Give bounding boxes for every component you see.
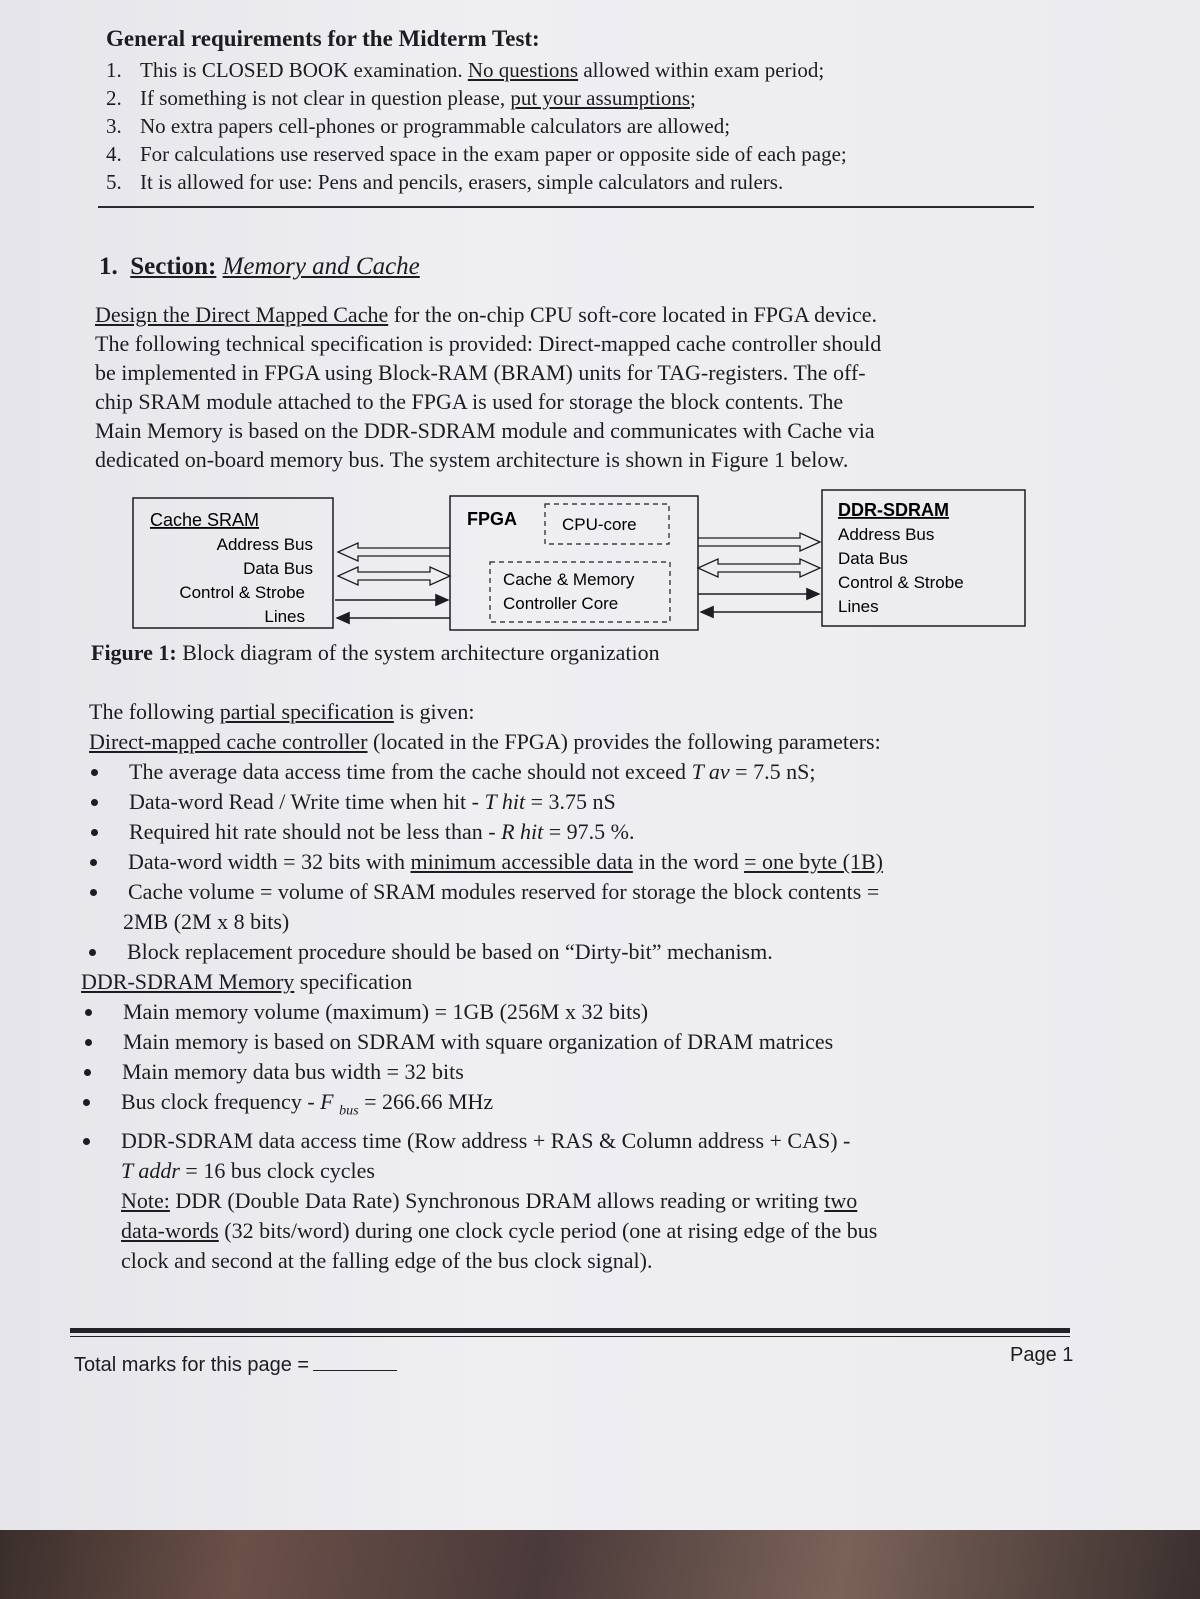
ddr-lines: Lines <box>838 597 879 616</box>
ddr-control: Control & Strobe <box>838 573 964 592</box>
spec-bullet: Block replacement procedure should be based on “Dirty-bit” mechanism. <box>89 937 883 967</box>
ddr-title: DDR-SDRAM <box>838 500 949 520</box>
requirement-item: 1. This is CLOSED BOOK examination. No questions allowed within exam period; <box>106 58 825 82</box>
cache-sram-title: Cache SRAM <box>150 510 260 530</box>
intro-paragraph: Design the Direct Mapped Cache for the on-chip CPU soft-core located in FPGA device. The following technical specification is provided: Direct-mapped cache controller should be implemented in FPGA using Block-RAM (BRAM) units for TAG-registers. The off- chip SRAM module attached to the FPGA is used for storage the block contents. The Main Memory is based on the DDR-SDRAM module and communicates with Cache via dedicated on-board memory bus. The system architecture is shown in Figure 1 below. <box>95 302 882 472</box>
cache-controller-label-1: Cache & Memory <box>503 570 635 589</box>
ddr-spec-heading: DDR-SDRAM Memory specification <box>81 969 413 994</box>
ddr-address-bus-arrow <box>698 533 820 551</box>
cache-spec-heading: Direct-mapped cache controller (located in the FPGA) provides the following parameters: <box>89 729 881 754</box>
ddr-note: Note: DDR (Double Data Rate) Synchronous DRAM allows reading or writing two <box>121 1188 858 1214</box>
specification <box>81 697 883 1276</box>
fpga-title: FPGA <box>467 509 518 529</box>
background-carpet <box>0 1530 1200 1599</box>
ddr-bullet: Main memory is based on SDRAM with square organization of DRAM matrices <box>85 1027 883 1057</box>
ddr-data-bus-arrow <box>698 559 820 577</box>
spec-bullet: Cache volume = volume of SRAM modules reserved for storage the block contents = <box>90 877 883 907</box>
requirements-title: General requirements for the Midterm Test: <box>106 26 540 51</box>
sram-data-bus-arrow <box>338 567 450 585</box>
sram-address-bus-arrow <box>338 543 450 561</box>
ddr-data-bus: Data Bus <box>838 549 908 568</box>
cpu-core-label: CPU-core <box>562 515 637 534</box>
spec-bullet: Required hit rate should not be less than - R hit = 97.5 %. <box>91 817 883 847</box>
requirement-item: 4. For calculations use reserved space in the exam paper or opposite side of each page; <box>106 142 847 166</box>
spec-bullet: Data-word width = 32 bits with minimum accessible data in the word = one byte (1B) <box>90 847 883 877</box>
cache-controller-label-2: Controller Core <box>503 594 619 613</box>
requirement-item: 2. If something is not clear in question please, put your assumptions; <box>106 86 696 110</box>
requirement-item: 5. It is allowed for use: Pens and pencils, erasers, simple calculators and rulers. <box>106 170 784 194</box>
cache-sram-address-bus: Address Bus <box>216 535 313 554</box>
cache-sram-lines: Lines <box>264 607 305 626</box>
ddr-bullet-continued: T addr = 16 bus clock cycles <box>121 1158 375 1184</box>
spec-intro: The following partial specification is given: <box>89 699 475 724</box>
ddr-note: clock and second at the falling edge of the bus clock signal). <box>121 1248 653 1274</box>
spec-bullet: The average data access time from the cache should not exceed T av = 7.5 nS; <box>91 757 883 787</box>
ddr-bullet: Bus clock frequency - F $_{bus}$ = 266.66 MHz <box>83 1087 883 1126</box>
page-number: Page 1 <box>1010 1344 1074 1366</box>
footer-rule-thin <box>70 1336 1070 1337</box>
footer-rule <box>70 1328 1070 1333</box>
total-marks: Total marks for this page = <box>74 1354 397 1377</box>
ddr-bullet: DDR-SDRAM data access time (Row address + RAS & Column address + CAS) - <box>83 1126 883 1156</box>
requirement-item: 3. No extra papers cell-phones or programmable calculators are allowed; <box>106 114 731 138</box>
ddr-address-bus: Address Bus <box>838 525 935 544</box>
spec-bullet-continued: 2MB (2M x 8 bits) <box>123 909 290 934</box>
figure-caption: Figure 1: Block diagram of the system architecture organization <box>91 640 660 665</box>
ddr-bullet: Main memory volume (maximum) = 1GB (256M x 32 bits) <box>85 997 883 1027</box>
marks-blank[interactable] <box>313 1370 397 1371</box>
cache-sram-data-bus: Data Bus <box>243 559 313 578</box>
ddr-bullet: Main memory data bus width = 32 bits <box>84 1057 883 1087</box>
spec-bullet: Data-word Read / Write time when hit - T hit = 3.75 nS <box>91 787 883 817</box>
architecture-diagram <box>0 0 1200 660</box>
ddr-note: data-words (32 bits/word) during one clock cycle period (one at rising edge of the bus <box>121 1218 878 1244</box>
cache-sram-control: Control & Strobe <box>179 583 305 602</box>
section-title: 1. Section: Memory and Cache <box>99 253 420 280</box>
